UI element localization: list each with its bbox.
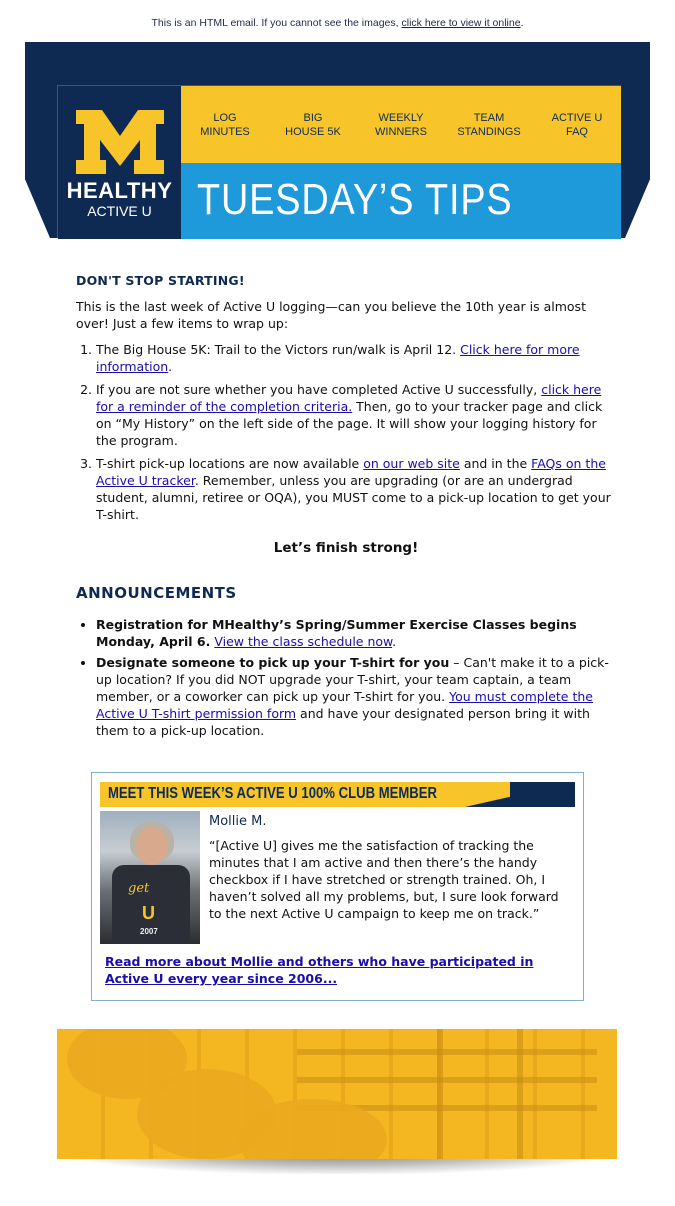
intro-text: This is the last week of Active U logging—can you believe the 10th year is almost over! Just a few items to wrap up: bbox=[76, 299, 586, 331]
photo-shirt-year-text: 2007 bbox=[140, 927, 158, 936]
tips-list-section bbox=[76, 341, 616, 529]
club-banner bbox=[100, 782, 575, 807]
block-m-icon bbox=[76, 110, 164, 174]
list-item: 3. T-shirt pick-up locations are now available on our web site and in the FAQs on the Active U tracker. Remember, unless you are upgrading (or are an undergrad student, alumni, retiree or OQA), you MUST come to a pick-up location to get your T-shirt. bbox=[96, 455, 616, 523]
member-quote: “[Active U] gives me the satisfaction of tracking the minutes that I am active and then there’s the handy checkbox if I have stretched or strength trained. Oh, I haven’t solved all my problems, but, I sure look forward to the next Active U campaign to keep me on track.” bbox=[209, 838, 559, 921]
list-item: 2. If you are not sure whether you have completed Active U successfully, click here for a reminder of the completion criteria. Then, go to your tracker page and click on “My History” on the left side of the page. It will show your logging history for the program. bbox=[96, 381, 616, 449]
list-item: 1. The Big House 5K: Trail to the Victors run/walk is April 12. Click here for more information. bbox=[96, 341, 616, 375]
logo-healthy-text: HEALTHY bbox=[66, 178, 173, 203]
class-schedule-link[interactable]: View the class schedule now bbox=[214, 634, 393, 649]
list-item: • Registration for MHealthy’s Spring/Summer Exercise Classes begins Monday, April 6. View the class schedule now. bbox=[96, 616, 616, 650]
list-item: • Designate someone to pick up your T-shirt for you – Can't make it to a pick-up location? If you did NOT upgrade your T-shirt, your team captain, a team member, or a coworker can pick up your T-shirt for you. You must complete the Active U T-shirt permission form and have your designated person bring it with them to a pick-up location. bbox=[96, 654, 616, 739]
nav-bar bbox=[181, 86, 621, 163]
nav-big-house-5k[interactable]: BIG HOUSE 5K bbox=[285, 111, 341, 138]
read-more-link[interactable]: Read more about Mollie and others who have participated in Active U every year since 2006... bbox=[105, 954, 534, 986]
club-member-box bbox=[91, 772, 584, 1001]
preheader-text: This is an HTML email. If you cannot see the images, bbox=[151, 17, 399, 29]
club-banner-title: MEET THIS WEEK’S ACTIVE U 100% CLUB MEMBER bbox=[108, 785, 438, 802]
nav-log-minutes[interactable]: LOG MINUTES bbox=[200, 111, 250, 138]
announcements-list bbox=[76, 616, 616, 739]
footer-banner-image bbox=[57, 1029, 617, 1159]
member-photo bbox=[100, 811, 200, 944]
intro-heading: DON'T STOP STARTING! bbox=[76, 273, 245, 288]
faq-tracker-link[interactable]: FAQs on the Active U tracker bbox=[96, 456, 606, 488]
view-online-link[interactable]: click here to view it online bbox=[401, 17, 521, 29]
header bbox=[57, 85, 621, 238]
announcements-section bbox=[76, 584, 616, 743]
title-bar bbox=[181, 163, 621, 239]
photo-shirt-u-text: U bbox=[142, 903, 155, 923]
intro-section bbox=[76, 273, 616, 332]
tips-list bbox=[76, 341, 616, 523]
logo-active-u-text: ACTIVE U bbox=[87, 203, 152, 219]
announcements-heading: ANNOUNCEMENTS bbox=[76, 584, 237, 602]
web-site-link[interactable]: on our web site bbox=[363, 456, 460, 471]
member-name: Mollie M. bbox=[209, 814, 267, 829]
nav-team-standings[interactable]: TEAM STANDINGS bbox=[457, 111, 521, 138]
finish-strong-text: Let’s finish strong! bbox=[273, 540, 419, 556]
photo-shirt-get-text: get bbox=[128, 881, 150, 896]
nav-active-u-faq[interactable]: ACTIVE U FAQ bbox=[551, 111, 603, 138]
big-house-info-link[interactable]: Click here for more information bbox=[96, 342, 580, 374]
preheader: This is an HTML email. If you cannot see the images, click here to view it online. bbox=[151, 17, 524, 29]
tshirt-permission-form-link[interactable]: You must complete the Active U T-shirt permission form bbox=[96, 689, 593, 721]
healthy-active-u-logo[interactable] bbox=[58, 86, 181, 239]
nav-weekly-winners[interactable]: WEEKLY WINNERS bbox=[375, 111, 427, 138]
completion-criteria-link[interactable]: click here for a reminder of the completion criteria. bbox=[96, 382, 602, 414]
page-title: TUESDAY’S TIPS bbox=[197, 175, 513, 224]
